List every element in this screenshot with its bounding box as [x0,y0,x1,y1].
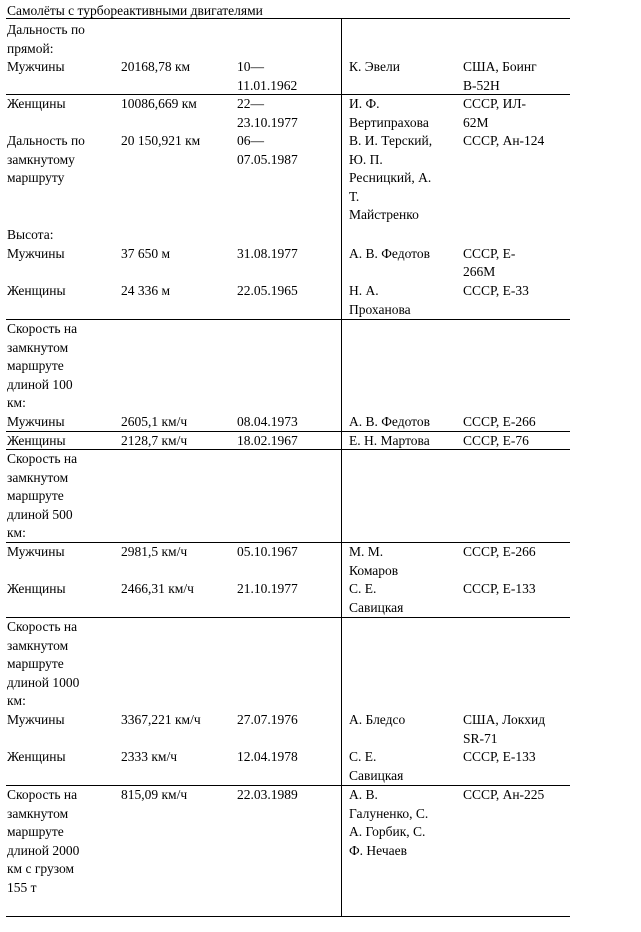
record-pilot: А. В. Федотов [349,413,431,429]
record-pilot: Ресницкий, А. [349,170,432,185]
record-date: 31.08.1977 [237,245,298,261]
row-label-line: Скорость на [7,619,78,634]
column-divider [341,18,342,916]
row-divider [6,916,570,917]
record-value: 3367,221 км/ч [121,712,201,727]
row-label-line: замкнутом [7,469,69,485]
row-label-line: прямой: [7,40,54,56]
record-pilot: Савицкая [349,599,404,615]
record-aircraft: СССР, Ан-124 [463,133,545,148]
row-label-line: Скорость на [7,321,78,336]
row-divider [6,431,570,432]
record-value: 37 650 м [121,245,171,261]
record-value: 2333 км/ч [121,749,178,764]
row-label-line: замкнутом [7,637,69,653]
record-aircraft: США, Боинг [463,59,537,74]
record-pilot: Ф. Нечаев [349,842,407,858]
record-date: 22.05.1965 [237,283,298,298]
row-label-line: Мужчины [7,245,65,261]
row-label-line: Дальность по [7,133,85,148]
record-date: 08.04.1973 [237,413,298,429]
row-label-line: маршруте [7,824,64,839]
record-value: 2128,7 км/ч [121,433,188,448]
row-label-line: маршруту [7,170,65,185]
record-pilot: Майстренко [349,207,419,222]
record-pilot: Вертипрахова [349,114,429,130]
record-value: 2605,1 км/ч [121,413,188,429]
row-label-line: 155 т [7,879,37,895]
row-label-line: маршруте [7,656,64,671]
record-pilot: Проханова [349,301,411,317]
record-pilot: М. М. [349,544,384,559]
record-value: 24 336 м [121,283,171,298]
row-label-line: км: [7,525,26,540]
row-label-line: Мужчины [7,544,65,559]
row-label-line: Мужчины [7,59,65,74]
record-value: 10086,669 км [121,96,197,111]
record-pilot: Ю. П. [349,151,383,167]
record-pilot: А. Бледсо [349,712,406,727]
record-aircraft: SR-71 [463,730,498,746]
record-aircraft: СССР, Е-76 [463,433,529,448]
row-divider [6,319,570,320]
row-label-line: км: [7,693,26,708]
record-date: 18.02.1967 [237,433,298,448]
row-divider [6,18,570,19]
record-date: 10— [237,59,264,74]
record-date: 06— [237,133,264,148]
row-label-line: Дальность по [7,22,85,37]
record-date: 22.03.1989 [237,787,298,802]
record-aircraft: СССР, Е-266 [463,413,536,429]
record-pilot: Т. [349,188,360,204]
record-pilot: Галуненко, С. [349,805,429,821]
row-divider [6,542,570,543]
row-label-line: Женщины [7,433,66,448]
row-divider [6,94,570,95]
record-aircraft: СССР, Е-266 [463,544,536,559]
record-pilot: Савицкая [349,767,404,783]
row-label-line: маршруте [7,488,64,503]
record-pilot: Комаров [349,562,399,578]
record-date: 12.04.1978 [237,749,298,764]
row-label-line: длиной 1000 [7,674,80,690]
record-aircraft: СССР, Е-33 [463,283,529,298]
row-label-line: замкнутому [7,151,75,167]
row-label-line: Женщины [7,581,66,596]
record-aircraft: СССР, Ан-225 [463,787,545,802]
record-pilot: Н. А. [349,283,379,298]
record-aircraft: B-52H [463,77,500,93]
record-pilot: А. В. Федотов [349,245,431,261]
record-date: 23.10.1977 [237,114,298,130]
row-label-line: замкнутом [7,339,69,355]
record-date: 07.05.1987 [237,151,298,167]
record-date: 22— [237,96,264,111]
record-aircraft: 266М [463,264,496,279]
record-date: 21.10.1977 [237,581,298,596]
record-date: 05.10.1967 [237,544,298,559]
record-pilot: С. Е. [349,581,377,596]
record-aircraft: СССР, ИЛ- [463,96,526,111]
record-aircraft: СССР, Е-133 [463,581,536,596]
record-value: 20168,78 км [121,59,191,74]
record-pilot: С. Е. [349,749,377,764]
row-label-line: маршруте [7,358,64,373]
record-value: 20 150,921 км [121,133,201,148]
record-aircraft: СССР, Е- [463,245,516,261]
record-pilot: В. И. Терский, [349,133,433,148]
row-label-line: Женщины [7,283,66,298]
row-divider [6,449,570,450]
table-title: Самолёты с турбореактивными двигателями [7,3,263,18]
record-value: 2466,31 км/ч [121,581,194,596]
row-divider [6,785,570,786]
row-label-line: км: [7,395,26,410]
record-pilot: А. Горбик, С. [349,824,426,839]
row-label-line: Высота: [7,227,54,242]
record-date: 11.01.1962 [237,77,298,93]
row-label-line: Мужчины [7,712,65,727]
record-pilot: И. Ф. [349,96,380,111]
row-label-line: длиной 500 [7,506,73,522]
row-label-line: замкнутом [7,805,69,821]
record-value: 815,09 км/ч [121,787,188,802]
record-pilot: А. В. [349,787,378,802]
row-label-line: длиной 100 [7,376,73,392]
record-date: 27.07.1976 [237,712,298,727]
row-label-line: Скорость на [7,451,78,466]
row-label-line: длиной 2000 [7,842,80,858]
row-divider [6,617,570,618]
record-pilot: Е. Н. Мартова [349,433,430,448]
record-aircraft: США, Локхид [463,712,546,727]
row-label-line: Скорость на [7,787,78,802]
row-label-line: км с грузом [7,861,74,876]
row-label-line: Мужчины [7,413,65,429]
row-label-line: Женщины [7,749,66,764]
record-value: 2981,5 км/ч [121,544,188,559]
record-pilot: К. Эвели [349,59,400,74]
record-aircraft: 62M [463,114,489,130]
row-label-line: Женщины [7,96,66,111]
record-aircraft: СССР, Е-133 [463,749,536,764]
